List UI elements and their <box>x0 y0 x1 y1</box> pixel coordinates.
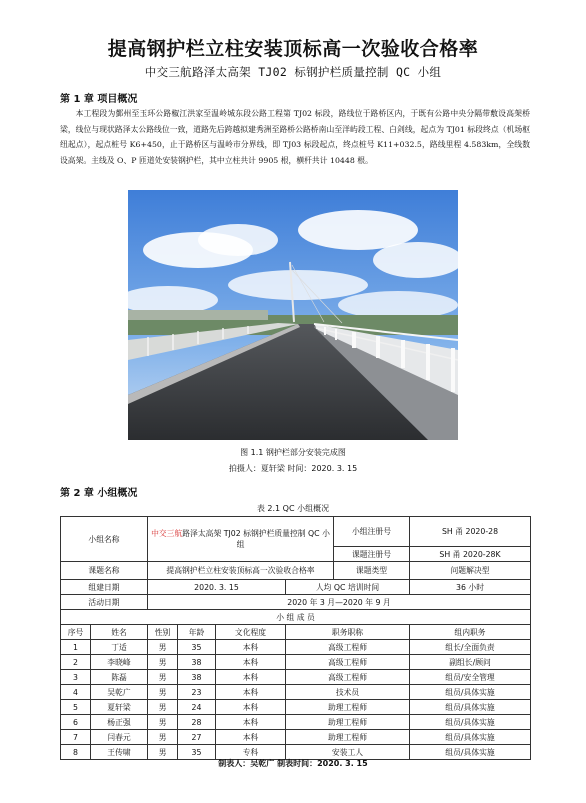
table-cell: 吴乾广 <box>91 685 148 700</box>
table-row <box>61 730 531 745</box>
table-cell: 男 <box>148 700 178 715</box>
table-cell: 28 <box>178 715 216 730</box>
document-subtitle: 中交三航路泽太高架 TJ02 标钢护栏质量控制 QC 小组 <box>144 65 442 79</box>
column-header: 性别 <box>148 625 178 640</box>
table-cell: 7 <box>61 730 91 745</box>
table-footer: 制表人：吴乾广 制表时间：2020. 3. 15 <box>218 759 368 768</box>
column-header: 序号 <box>61 625 91 640</box>
group-reg-label: 小组注册号 <box>334 517 410 547</box>
table-row <box>61 700 531 715</box>
table-cell: 35 <box>178 745 216 760</box>
table-cell: 男 <box>148 715 178 730</box>
table-cell: 组长/全面负责 <box>410 640 531 655</box>
topic-name-value: 提高钢护栏立柱安装顶标高一次验收合格率 <box>148 562 334 580</box>
table-cell: 组员/具体实施 <box>410 730 531 745</box>
table-cell: 高级工程师 <box>286 640 410 655</box>
table-cell: 男 <box>148 745 178 760</box>
table-cell: 38 <box>178 655 216 670</box>
table-cell: 本科 <box>216 700 286 715</box>
training-value: 36 小时 <box>410 580 531 595</box>
table-row <box>61 715 531 730</box>
table-row <box>61 640 531 655</box>
table-cell: 1 <box>61 640 91 655</box>
table-cell: 男 <box>148 670 178 685</box>
figure-credit: 拍摄人：夏轩梁 时间：2020. 3. 15 <box>228 464 358 473</box>
table-cell: 本科 <box>216 730 286 745</box>
table-row <box>61 670 531 685</box>
table-cell: 男 <box>148 730 178 745</box>
topic-reg-value: SH 甬 2020-28K <box>410 547 531 562</box>
table-cell: 组员/具体实施 <box>410 700 531 715</box>
table-cell: 35 <box>178 640 216 655</box>
table-cell: 23 <box>178 685 216 700</box>
table-cell: 4 <box>61 685 91 700</box>
table-cell: 闫春元 <box>91 730 148 745</box>
column-header: 职务职称 <box>286 625 410 640</box>
figure-caption: 图 1.1 钢护栏部分安装完成图 <box>240 448 346 457</box>
group-name-value <box>148 517 334 562</box>
column-header: 组内职务 <box>410 625 531 640</box>
members-title: 小 组 成 员 <box>61 610 531 625</box>
table-cell: 本科 <box>216 640 286 655</box>
topic-name-label: 课题名称 <box>61 562 148 580</box>
project-overview-paragraph: 本工程段为鄞州至玉环公路椒江洪家至温岭城东段公路工程第 TJ02 标段，路线位于路桥区内，于既有公路中央分隔带敷设高架桥梁，线位与现状路泽太公路线位一致，道路先后跨越拟建秀洲至路桥公路桥南山至洋屿段工程、白剑线，起点为 TJ01 标段终点（机场枢纽起点），起点桩号 K6+450，止于路桥区与温岭市分界线，即 TJ03 标段起点，终点桩号 K11+032.5，路线里程 4.583km，全线数设高架。主线及 O、P 匝道处安装钢护栏，其中立柱共计 9905 根，横杆共计 10448 根。 <box>60 109 530 165</box>
table-row <box>61 685 531 700</box>
column-header: 文化程度 <box>216 625 286 640</box>
table-cell: 组员/具体实施 <box>410 715 531 730</box>
members-header-row <box>61 625 531 640</box>
table-cell: 助理工程师 <box>286 700 410 715</box>
table-cell: 杨正强 <box>91 715 148 730</box>
table-cell: 高级工程师 <box>286 655 410 670</box>
table-cell: 王传啸 <box>91 745 148 760</box>
period-label: 活动日期 <box>61 595 148 610</box>
table-cell: 安装工人 <box>286 745 410 760</box>
table-cell: 本科 <box>216 670 286 685</box>
table-cell: 技术员 <box>286 685 410 700</box>
table-caption: 表 2.1 QC 小组概况 <box>256 504 330 513</box>
table-cell: 组员/安全管理 <box>410 670 531 685</box>
founded-label: 组建日期 <box>61 580 148 595</box>
table-cell: 本科 <box>216 715 286 730</box>
table-cell: 助理工程师 <box>286 730 410 745</box>
table-cell: 组员/具体实施 <box>410 685 531 700</box>
founded-value: 2020. 3. 15 <box>148 580 286 595</box>
table-cell: 本科 <box>216 655 286 670</box>
topic-type-label: 课题类型 <box>334 562 410 580</box>
table-cell: 助理工程师 <box>286 715 410 730</box>
table-cell: 男 <box>148 640 178 655</box>
column-header: 年龄 <box>178 625 216 640</box>
document-title: 提高钢护栏立柱安装顶标高一次验收合格率 <box>107 38 479 60</box>
table-cell: 5 <box>61 700 91 715</box>
qc-group-table <box>60 516 531 760</box>
period-value: 2020 年 3 月—2020 年 9 月 <box>148 595 531 610</box>
guardrail-photo <box>128 190 458 440</box>
topic-reg-label: 课题注册号 <box>334 547 410 562</box>
group-name-highlight: 中交三航 <box>151 529 183 538</box>
table-cell: 男 <box>148 685 178 700</box>
table-cell: 8 <box>61 745 91 760</box>
table-cell: 陈磊 <box>91 670 148 685</box>
table-cell: 高级工程师 <box>286 670 410 685</box>
table-cell: 丁适 <box>91 640 148 655</box>
table-cell: 副组长/顾问 <box>410 655 531 670</box>
table-cell: 组员/具体实施 <box>410 745 531 760</box>
table-cell: 本科 <box>216 685 286 700</box>
chapter-2-heading: 第 2 章 小组概况 <box>60 488 138 499</box>
chapter-1-heading: 第 1 章 项目概况 <box>60 94 138 105</box>
table-cell: 夏轩梁 <box>91 700 148 715</box>
table-cell: 3 <box>61 670 91 685</box>
column-header: 姓名 <box>91 625 148 640</box>
table-cell: 李晓峰 <box>91 655 148 670</box>
table-cell: 24 <box>178 700 216 715</box>
member-rows <box>61 640 531 760</box>
topic-type-value: 问题解决型 <box>410 562 531 580</box>
group-reg-value: SH 甬 2020-28 <box>410 517 531 547</box>
table-cell: 专科 <box>216 745 286 760</box>
table-cell: 38 <box>178 670 216 685</box>
table-cell: 27 <box>178 730 216 745</box>
table-cell: 2 <box>61 655 91 670</box>
table-cell: 6 <box>61 715 91 730</box>
group-name-rest: 路泽太高架 TJ02 标钢护栏质量控制 QC 小组 <box>182 529 330 549</box>
table-row <box>61 655 531 670</box>
group-name-label: 小组名称 <box>61 517 148 562</box>
table-cell: 男 <box>148 655 178 670</box>
training-label: 人均 QC 培训时间 <box>286 580 410 595</box>
